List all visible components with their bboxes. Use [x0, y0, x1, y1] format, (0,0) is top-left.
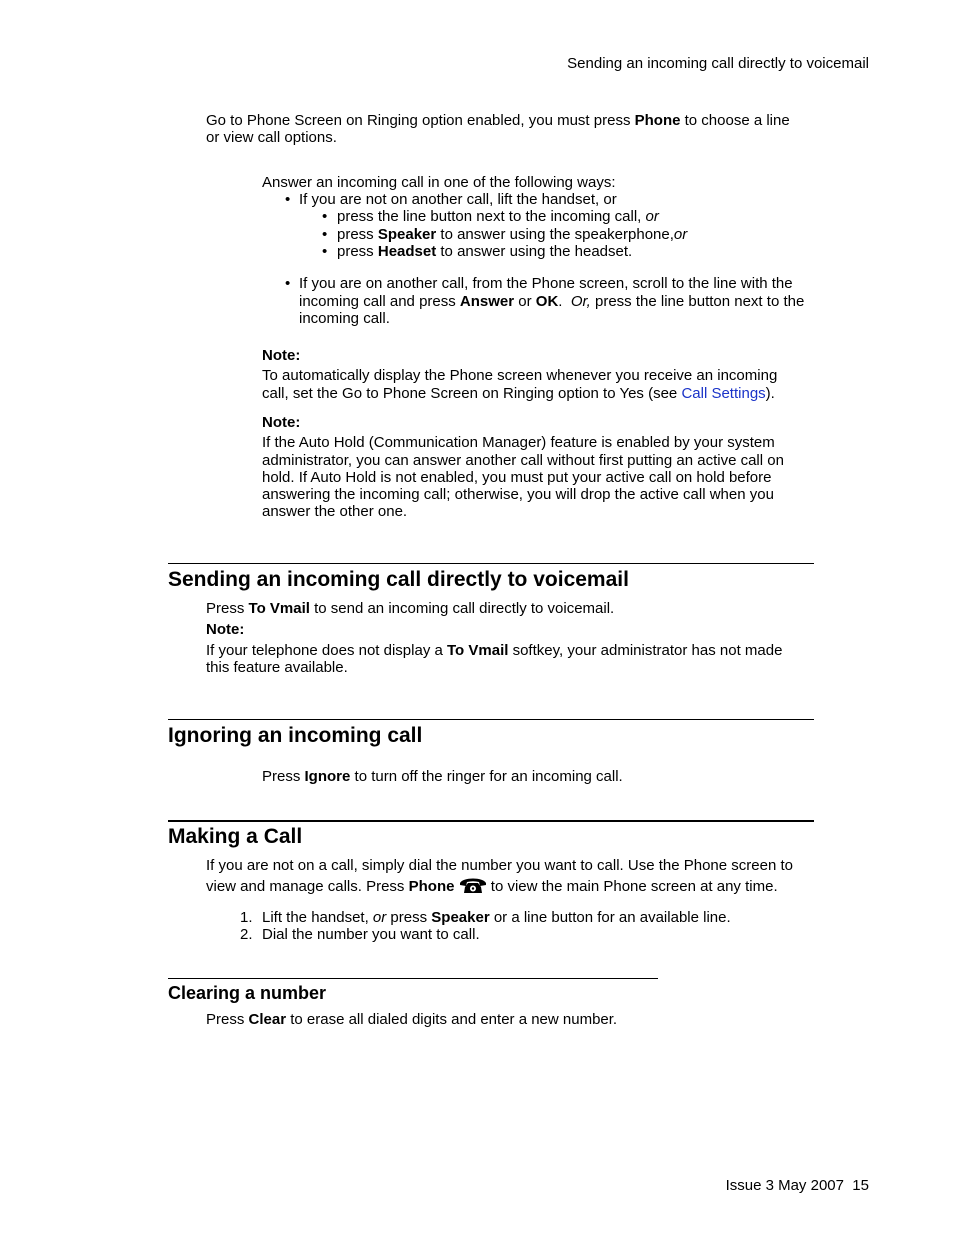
answer-sub-2: press Speaker to answer using the speakerphone,or	[337, 226, 688, 243]
subsection-rule	[168, 978, 658, 979]
heading-ignore-call: Ignoring an incoming call	[168, 724, 423, 747]
bullet-marker: •	[285, 191, 291, 208]
note2-line-3: hold. If Auto Hold is not enabled, you must put your active call on hold before	[262, 469, 772, 486]
vmail-note-line-2: this feature available.	[206, 659, 348, 676]
ignore-line-1: Press Ignore to turn off the ringer for an incoming call.	[262, 768, 623, 785]
making-line-2: view and manage calls. Press Phone to view the main Phone screen at any time.	[206, 878, 778, 895]
answer-sub-1: press the line button next to the incoming call, or	[337, 208, 659, 225]
note1-line-2: call, set the Go to Phone Screen on Ringing option to Yes (see Call Settings).	[262, 385, 775, 402]
note-label: Note:	[262, 347, 301, 364]
note2-line-2: administrator, you can answer another call without first putting an active call on	[262, 452, 784, 469]
note2-line-1: If the Auto Hold (Communication Manager) feature is enabled by your system	[262, 434, 775, 451]
answer-bullet-2-line-2: incoming call and press Answer or OK. Or, press the line button next to the	[299, 293, 805, 310]
note2-line-4: answering the incoming call; otherwise, you will drop the active call when you	[262, 486, 774, 503]
call-settings-link[interactable]: Call Settings	[681, 385, 766, 402]
intro-line-2: or view call options.	[206, 129, 337, 146]
answer-bullet-1: If you are not on another call, lift the handset, or	[299, 191, 617, 208]
heading-making-a-call: Making a Call	[168, 825, 303, 848]
answer-sub-3: press Headset to answer using the headset.	[337, 243, 633, 260]
making-line-1: If you are not on a call, simply dial the number you want to call. Use the Phone screen to	[206, 857, 793, 874]
step-number: 2.	[240, 926, 253, 943]
section-rule	[168, 820, 814, 822]
vmail-line-1: Press To Vmail to send an incoming call directly to voicemail.	[206, 600, 615, 617]
step-number: 1.	[240, 909, 253, 926]
answer-lead: Answer an incoming call in one of the following ways:	[262, 174, 616, 191]
note-label: Note:	[262, 414, 301, 431]
answer-bullet-2-line-1: If you are on another call, from the Phone screen, scroll to the line with the	[299, 275, 793, 292]
answer-bullet-2-line-3: incoming call.	[299, 310, 390, 327]
page-footer: Issue 3 May 2007 15	[725, 1177, 869, 1194]
heading-send-to-voicemail: Sending an incoming call directly to voicemail	[168, 568, 629, 591]
note1-line-1: To automatically display the Phone screen whenever you receive an incoming	[262, 367, 778, 384]
note-label: Note:	[206, 621, 245, 638]
intro-line-1: Go to Phone Screen on Ringing option enabled, you must press Phone to choose a line	[206, 112, 790, 129]
making-step-2: Dial the number you want to call.	[262, 926, 480, 943]
clearing-line-1: Press Clear to erase all dialed digits and enter a new number.	[206, 1011, 618, 1028]
vmail-note-line-1: If your telephone does not display a To Vmail softkey, your administrator has not made	[206, 642, 783, 659]
running-header: Sending an incoming call directly to voicemail	[567, 55, 869, 72]
note2-line-5: answer the other one.	[262, 503, 408, 520]
bullet-marker: •	[322, 208, 328, 225]
phone-icon	[459, 876, 487, 894]
heading-clearing-a-number: Clearing a number	[168, 983, 327, 1003]
section-rule	[168, 719, 814, 720]
section-rule	[168, 563, 814, 564]
bullet-marker: •	[322, 243, 328, 260]
bullet-marker: •	[285, 275, 291, 292]
bullet-marker: •	[322, 226, 328, 243]
making-step-1: Lift the handset, or press Speaker or a line button for an available line.	[262, 909, 731, 926]
